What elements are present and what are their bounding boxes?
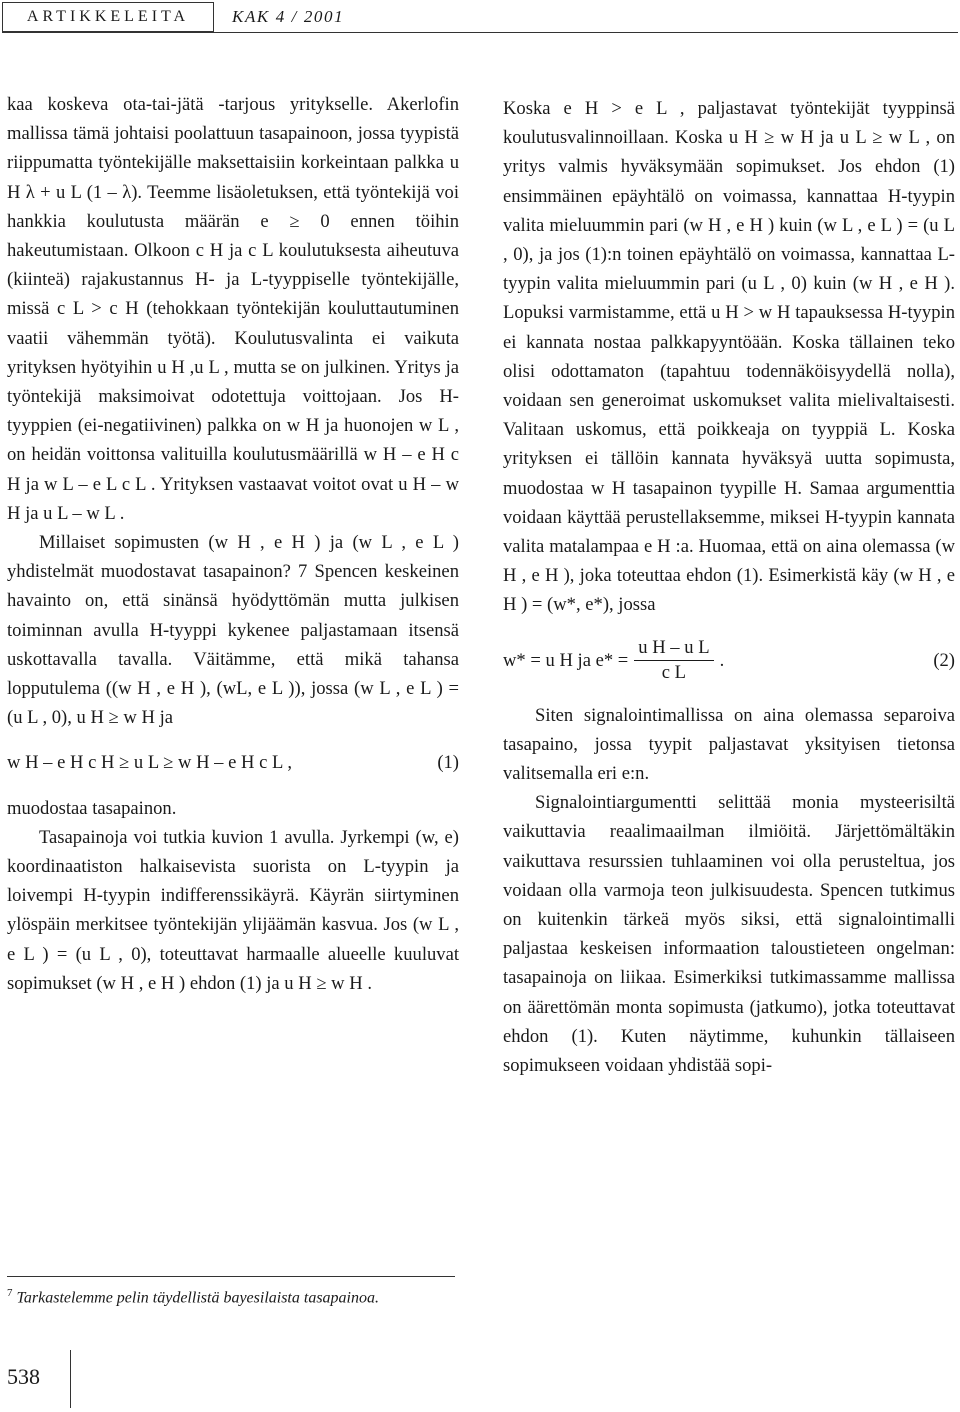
left-paragraph-2: Millaiset sopimusten (w H , e H ) ja (w L , e L ) yhdistelmät muodostavat tasapainon? 7 Spencen keskeinen havainto on, että sinänsä hyödyttömän mutta julkisen toiminnan avulla H-tyyppi kykenee paljastamaan itsensä uskottavalla tavalla. Väitämme, että mikä tahansa lopputulema ((w H , e H ), (wL, e L )), jossa (w L , e L ) = (u L , 0), u H ≥ w H ja bbox=[7, 532, 459, 729]
left-column bbox=[7, 90, 459, 998]
journal-issue: KAK 4 / 2001 bbox=[232, 7, 345, 26]
equation-1-expression: w H – e H c H ≥ u L ≥ w H – e H c L , bbox=[7, 752, 292, 774]
left-paragraph-1: kaa koskeva ota-tai-jätä -tarjous yritykselle. Akerlofin mallissa tämä johtaisi poolattuun tasapainoon, jossa tyypistä riippumatta työntekijälle maksettaisiin korkeintaan palkka u H λ + u L (1 – λ). Teemme lisäoletuksen, että työntekijä voi hankkia koulutusta määrän e ≥ 0 ennen töihin hakeutumistaan. Olkoon c H ja c L koulutuksesta aiheutuva (kiinteä) rajakustannus H- ja L-tyyppiselle työntekijälle, missä c L > c H (tehokkaan työntekijän kouluttautuminen vaatii vähemmän työtä). Koulutusvalinta ei vaikuta yrityksen hyötyihin u H ,u L , mutta se on julkinen. Yritys ja työntekijä maksimoivat odotettuja voittojaan. Jos H-tyyppien (ei-negatiivinen) palkka on w H ja huonojen w L , on heidän voittonsa valituilla koulutusmäärillä w H – e H c H ja w L – e L c L . Yrityksen vastaavat voitot ovat u H – w H ja u L – w L . bbox=[7, 94, 459, 524]
footnote-rule bbox=[7, 1276, 455, 1277]
right-column bbox=[503, 94, 955, 1080]
page-number-rule bbox=[70, 1350, 71, 1408]
left-paragraph-4: Tasapainoja voi tutkia kuvion 1 avulla. Jyrkempi (w, e) koordinaatiston halkaisevista suorista on L-tyypin ja loivempi H-tyypin indifferenssikäyrä. Käyrän siirtyminen ylöspäin merkitsee työntekijän ylijäämän kasvua. Jos (w L , e L ) = (u L , 0), toteuttavat harmaalle alueelle kuuluvat sopimukset (w H , e H ) ehdon (1) ja u H ≥ w H . bbox=[7, 826, 459, 994]
equation-2-numerator: u H – u L bbox=[634, 636, 713, 661]
equation-2 bbox=[503, 636, 955, 685]
right-paragraph-2: Siten signalointimallissa on aina olemassa separoiva tasapaino, jossa tyypit paljastavat yksityisen tietonsa valitsemalla eri e:n. bbox=[503, 704, 955, 785]
left-paragraph-3: muodostaa tasapainon. bbox=[7, 797, 177, 819]
equation-2-tail: . bbox=[719, 649, 725, 671]
page-number: 538 bbox=[7, 1364, 40, 1389]
footnote bbox=[7, 1287, 459, 1307]
equation-2-lhs: w* = u H ja e* = bbox=[503, 649, 629, 671]
footnote-text: Tarkastelemme pelin täydellistä bayesilaista tasapainoa. bbox=[16, 1289, 379, 1307]
section-label: ARTIKKELEITA bbox=[2, 2, 214, 32]
right-paragraph-3: Signalointiargumentti selittää monia mysteerisiltä vaikuttavia reaalimaailman ilmiöitä. Järjettömältäkin vaikuttava resurssien tuhlaaminen voi olla perusteltua, jos voidaan olla varmoja teon julkisuudesta. Spencen tutkimus on kuitenkin tärkeä myös siksi, että signalointimalli paljastaa keskeisen informaation taloustieteen ongelman: tasapainoja on liikaa. Esimerkiksi tutkimassamme mallissa on äärettömän monta sopimusta (jatkumo), jotka toteuttavat ehdon (1). Kuten näytimme, kuhunkin tällaiseen sopimukseen voidaan yhdistää sopi- bbox=[503, 792, 955, 1077]
equation-1 bbox=[7, 748, 459, 777]
right-paragraph-1: Koska e H > e L , paljastavat työntekijät tyyppinsä koulutusvalinnoillaan. Koska u H ≥ w H ja u L ≥ w L , on yritys valmis hyväksymään sopimukset. Jos ehdon (1) ensimmäinen epäyhtälö on voimassa, kannattaa H-tyypin valita mieluummin pari (w H , e H ) kuin (w L , e L ) = (u L , 0), ja jos (1):n toinen epäyhtälö on voimassa, kannattaa L-tyypin valita mieluummin pari (u L , 0) kuin (w H , e H ). Lopuksi varmistamme, että u H > w H tapauksessa H-tyypin ei kannata nostaa palkkapyyntöään. Koska tällainen teko olisi odottamaton (tapahtuu todennäköisyydellä nolla), voidaan sen generoimat uskomukset valita mielivaltaisesti. Valitaan uskomus, että poikkeaja on tyyppiä L. Koska yrityksen ei tällöin kannata hyväksyä uutta sopimusta, muodostaa w H tasapainon tyypille H. Samaa argumenttia voidaan käyttää perustellaksemme, miksei H-tyypin kannata valita matalampaa e H :a. Huomaa, että on aina olemassa (w H , e H ), joka toteuttaa ehdon (1). Esimerkistä käy (w H , e H ) = (w*, e*), jossa bbox=[503, 98, 955, 616]
equation-2-denominator: c L bbox=[661, 661, 687, 683]
equation-1-label: (1) bbox=[437, 752, 459, 774]
footnote-number: 7 bbox=[7, 1287, 13, 1299]
equation-2-label: (2) bbox=[933, 649, 955, 671]
header-rule bbox=[2, 32, 958, 33]
